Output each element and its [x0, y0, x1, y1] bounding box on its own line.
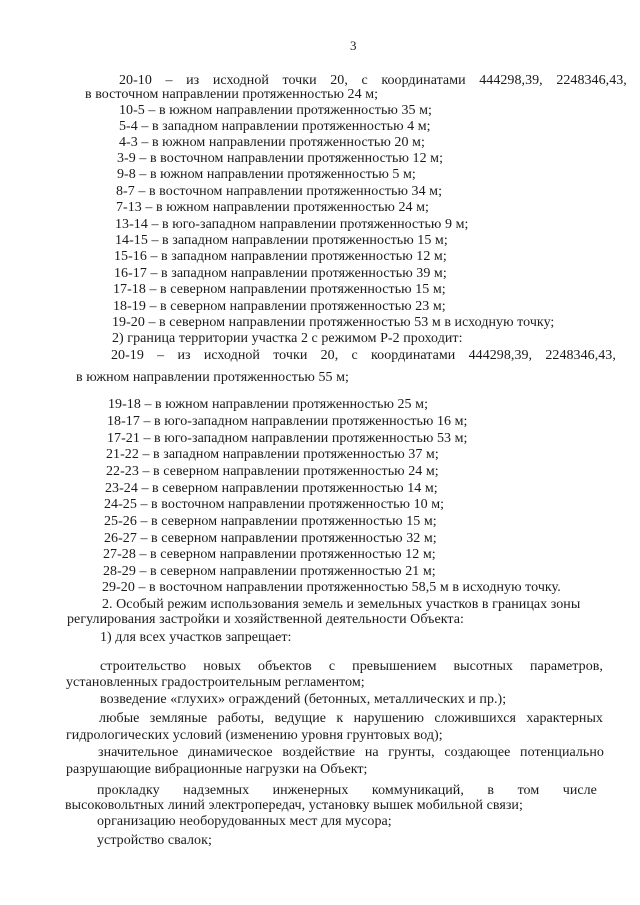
text-part: с — [328, 659, 336, 674]
text-part: грунты, — [388, 745, 435, 760]
text-line: 3-9 – в восточном направлении протяженностью 12 м; — [117, 151, 444, 166]
text-part: 444298,39, — [468, 348, 533, 363]
text-part: 2248346,43, — [556, 73, 627, 88]
text-line: 17-18 – в северном направлении протяженностью 15 м; — [113, 282, 446, 297]
text-part: из — [186, 73, 200, 88]
text-part: воздействие — [282, 745, 356, 760]
text-line: 19-18 – в южном направлении протяженностью 25 м; — [108, 397, 429, 412]
text-line: 5-4 – в западном направлении протяженностью 4 м; — [119, 119, 431, 134]
text-part: значительное — [98, 745, 179, 760]
text-part: – — [157, 348, 165, 363]
text-part: – — [165, 73, 173, 88]
text-line: устройство свалок; — [97, 833, 212, 848]
text-part: ведущие — [274, 711, 327, 726]
text-line: 24-25 – в восточном направлении протяженностью 10 м; — [104, 497, 445, 512]
text-line: 18-19 – в северном направлении протяженностью 23 м; — [113, 299, 446, 314]
text-part: характерных — [526, 711, 603, 726]
text-line: 14-15 – в западном направлении протяженностью 15 м; — [115, 233, 448, 248]
text-part: 20, — [330, 73, 348, 88]
text-part: 20, — [320, 348, 339, 363]
text-line: 2) граница территории участка 2 с режимом Р-2 проходит: — [112, 331, 463, 346]
text-line: 22-23 – в северном направлении протяженностью 24 м; — [106, 464, 439, 479]
text-line: регулирования застройки и хозяйственной деятельности Объекта: — [67, 612, 464, 627]
text-line: высоковольтных линий электропередач, установку вышек мобильной связи; — [65, 798, 523, 813]
text-part: точки — [282, 73, 317, 88]
text-line: 25-26 – в северном направлении протяженностью 15 м; — [104, 514, 437, 529]
text-line: 10-5 – в южном направлении протяженностью 35 м; — [119, 103, 432, 118]
text-part: в — [487, 783, 495, 798]
text-part: 20-10 — [119, 73, 152, 88]
text-part: коммуникаций, — [371, 783, 464, 798]
text-line: в восточном направлении протяженностью 24 м; — [85, 87, 379, 102]
text-part: объектов — [258, 659, 312, 674]
text-line: установленных градостроительным регламентом; — [66, 675, 365, 690]
text-line: 18-17 – в юго-западном направлении протяженностью 16 м; — [107, 414, 468, 429]
text-line: в южном направлении протяженностью 55 м; — [76, 370, 349, 385]
text-part: 444298,39, — [479, 73, 543, 88]
text-line — [97, 783, 597, 799]
text-line: 19-20 – в северном направлении протяженностью 53 м в исходную точку; — [112, 315, 555, 330]
text-part: надземных — [183, 783, 250, 798]
text-part: к — [336, 711, 344, 726]
text-line: разрушающие вибрационные нагрузки на Объект; — [66, 762, 368, 777]
text-part: числе — [562, 783, 597, 798]
text-line: 26-27 – в северном направлении протяженностью 32 м; — [104, 531, 437, 546]
text-line — [98, 745, 604, 761]
text-line: гидрологических условий (изменению уровня грунтовых вод); — [66, 728, 443, 743]
text-part: сложившихся — [434, 711, 517, 726]
text-part: потенциально — [520, 745, 604, 760]
text-line: 1) для всех участков запрещает: — [100, 630, 292, 645]
text-part: земляные — [149, 711, 208, 726]
text-line: 16-17 – в западном направлении протяженностью 39 м; — [114, 266, 447, 281]
text-line: 7-13 – в южном направлении протяженностью 24 м; — [116, 200, 429, 215]
text-part: строительство — [100, 659, 187, 674]
text-part: с — [351, 348, 358, 363]
text-part: координатами — [371, 348, 456, 363]
text-line — [100, 659, 603, 675]
text-part: новых — [203, 659, 241, 674]
text-line: 21-22 – в западном направлении протяженностью 37 м; — [106, 447, 439, 462]
text-line: 17-21 – в юго-западном направлении протяженностью 53 м; — [107, 431, 468, 446]
text-part: исходной — [203, 348, 260, 363]
text-line: 29-20 – в восточном направлении протяженностью 58,5 м в исходную точку. — [102, 580, 561, 595]
text-part: параметров, — [530, 659, 603, 674]
text-line: 4-3 – в южном направлении протяженностью 20 м; — [119, 135, 425, 150]
text-part: работы, — [217, 711, 265, 726]
text-part: нарушению — [353, 711, 424, 726]
text-line — [111, 348, 616, 364]
page-number: 3 — [350, 38, 357, 53]
text-part: с — [361, 73, 368, 88]
text-line: 2. Особый режим использования земель и земельных участков в границах зоны — [102, 597, 581, 612]
text-line: 9-8 – в южном направлении протяженностью 5 м; — [117, 167, 416, 182]
text-line: 23-24 – в северном направлении протяженностью 14 м; — [105, 481, 438, 496]
text-line: 13-14 – в юго-западном направлении протяженностью 9 м; — [115, 217, 469, 232]
text-part: любые — [99, 711, 140, 726]
text-part: инженерных — [272, 783, 349, 798]
text-part: высотных — [453, 659, 513, 674]
text-part: на — [364, 745, 379, 760]
text-line: 15-16 – в западном направлении протяженностью 12 м; — [114, 249, 447, 264]
text-part: превышением — [352, 659, 437, 674]
text-part: из — [177, 348, 191, 363]
text-line: 8-7 – в восточном направлении протяженностью 34 м; — [116, 184, 443, 199]
text-part: создающее — [444, 745, 511, 760]
text-part: точки — [273, 348, 308, 363]
text-part: исходной — [212, 73, 269, 88]
text-part: динамическое — [188, 745, 273, 760]
text-line: организацию необорудованных мест для мусора; — [97, 814, 392, 829]
text-line: 27-28 – в северном направлении протяженностью 12 м; — [103, 547, 436, 562]
text-part: 2248346,43, — [545, 348, 616, 363]
text-line — [99, 711, 603, 727]
text-line: возведение «глухих» ограждений (бетонных, металлических и пр.); — [100, 692, 507, 707]
text-part: 20-19 — [111, 348, 144, 363]
text-line: 28-29 – в северном направлении протяженностью 21 м; — [103, 564, 436, 579]
text-part: прокладку — [97, 783, 160, 798]
text-part: координатами — [381, 73, 466, 88]
text-part: том — [517, 783, 540, 798]
